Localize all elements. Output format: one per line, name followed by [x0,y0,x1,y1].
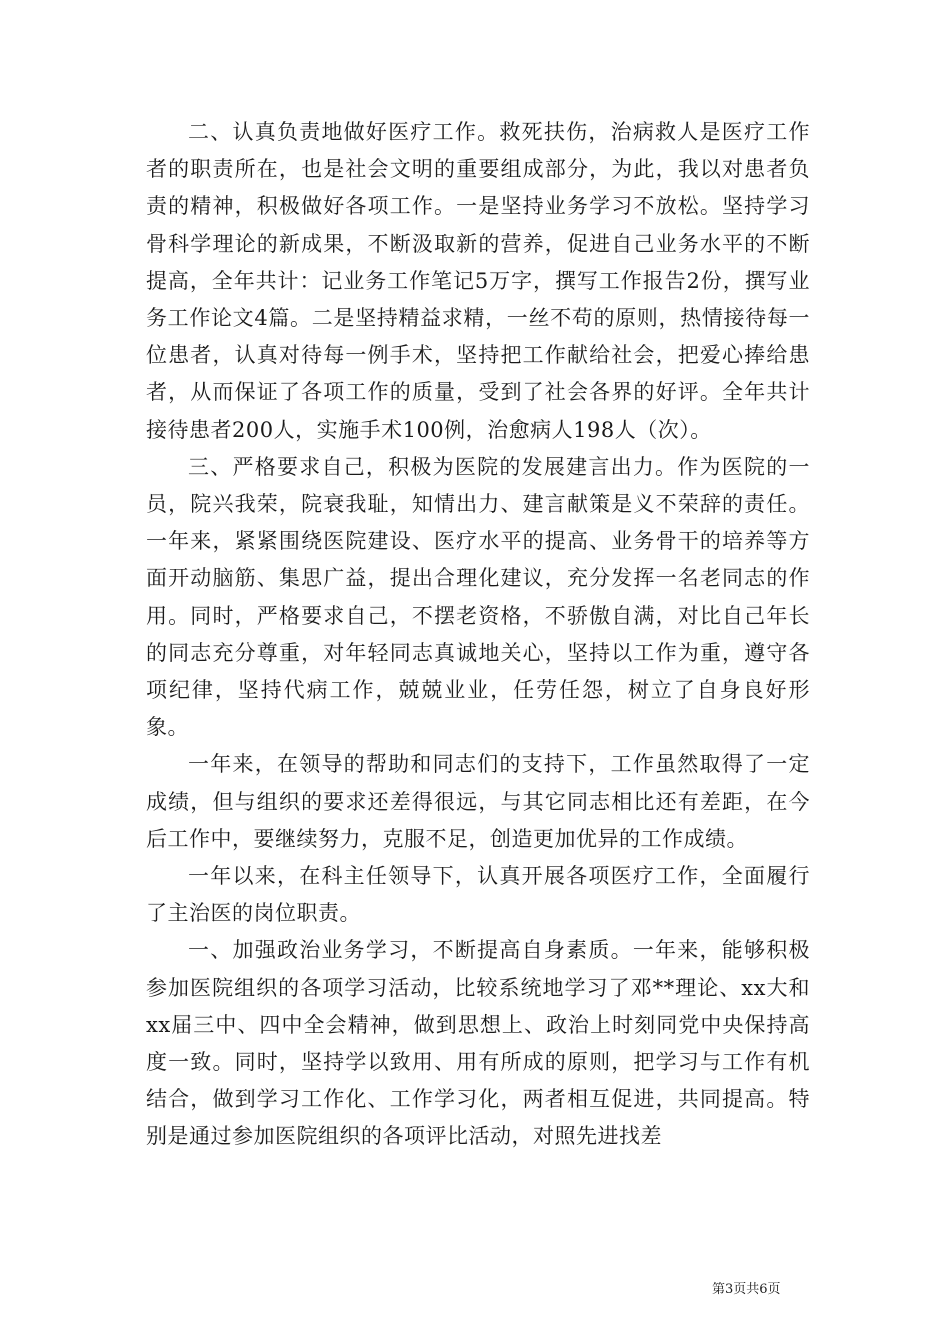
paragraph-year-summary: 一年来，在领导的帮助和同志们的支持下，工作虽然取得了一定成绩，但与组织的要求还差得很远，与其它同志相比还有差距，在今后工作中，要继续努力，克服不足，创造更加优异的工作成绩。 [146,752,810,851]
paragraph-attending-duties: 一年以来，在科主任领导下，认真开展各项医疗工作，全面履行了主治医的岗位职责。 [146,864,810,926]
paragraph-self-discipline: 三、严格要求自己，积极为医院的发展建言出力。作为医院的一员，院兴我荣，院衰我耻，知情出力、建言献策是义不荣辞的责任。一年来，紧紧围绕医院建设、医疗水平的提高、业务骨干的培养等方面开动脑筋、集思广益，提出合理化建议，充分发挥一名老同志的作用。同时，严格要求自己，不摆老资格，不骄傲自满，对比自己年长的同志充分尊重，对年轻同志真诚地关心，坚持以工作为重，遵守各项纪律，坚持代病工作，兢兢业业，任劳任怨，树立了自身良好形象。 [146,454,810,740]
paragraph-medical-work: 二、认真负责地做好医疗工作。救死扶伤，治病救人是医疗工作者的职责所在，也是社会文明的重要组成部分，为此，我以对患者负责的精神，积极做好各项工作。一是坚持业务学习不放松。坚持学习骨科学理论的新成果，不断汲取新的营养，促进自己业务水平的不断提高，全年共计：记业务工作笔记5万字，撰写工作报告2份，撰写业务工作论文4篇。二是坚持精益求精，一丝不苟的原则，热情接待每一位患者，认真对待每一例手术，坚持把工作献给社会，把爱心捧给患者，从而保证了各项工作的质量，受到了社会各界的好评。全年共计接待患者200人，实施手术100例，治愈病人198人（次）。 [146,120,810,442]
page-number: 第3页共6页 [712,1282,781,1297]
paragraph-political-study: 一、加强政治业务学习，不断提高自身素质。一年来，能够积极参加医院组织的各项学习活动，比较系统地学习了邓**理论、xx大和xx届三中、四中全会精神，做到思想上、政治上时刻同党中央保持高度一致。同时，坚持学以致用、用有所成的原则，把学习与工作有机结合，做到学习工作化、工作学习化，两者相互促进，共同提高。特别是通过参加医院组织的各项评比活动，对照先进找差 [146,938,810,1149]
document-body [146,114,810,1156]
